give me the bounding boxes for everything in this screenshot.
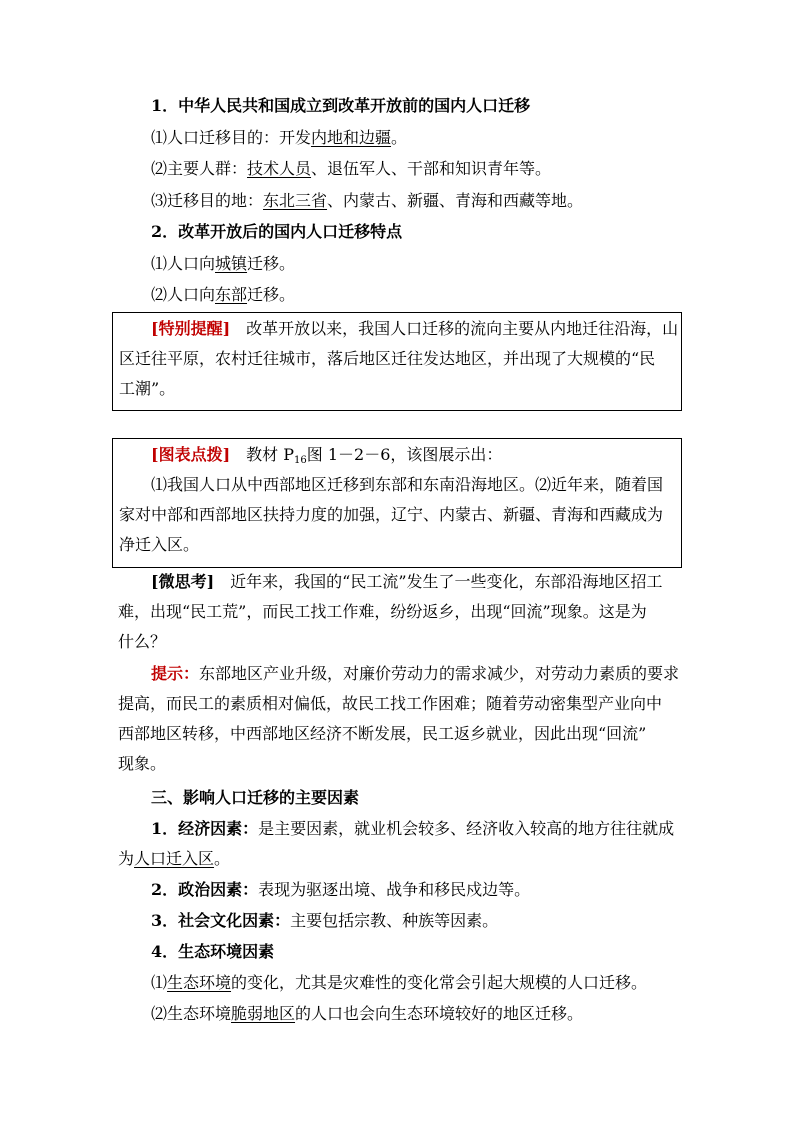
micro-think-line-2	[118, 602, 647, 622]
factor-label: 2．政治因素：	[151, 880, 259, 899]
chart-note-text: ⑴我国人口从中西部地区迁移到东部和东南沿海地区。⑵近年来，随着国	[151, 475, 664, 494]
chart-note-text: 净迁入区。	[119, 535, 200, 554]
reminder-text: 改革开放以来，我国人口迁移的流向主要从内地迁往沿海，山	[230, 319, 679, 338]
hint-text: 现象。	[118, 754, 167, 773]
factor-text: 。	[214, 849, 231, 868]
think-text: 近年来，我国的“民工流”发生了一些变化，东部沿海地区招工	[214, 572, 663, 591]
chart-note-label: [图表点拨]	[151, 445, 231, 464]
hint-line-1	[151, 664, 679, 684]
hint-text: 提高，而民工的素质相对偏低，故民工找工作困难；随着劳动密集型产业向中	[118, 694, 663, 713]
item-text: ⑴人口迁移目的：开发	[151, 128, 312, 147]
section-2-item-2	[151, 285, 295, 305]
item-text: ⑶迁移目的地：	[151, 191, 264, 210]
factor-text: ⑴	[151, 973, 168, 992]
answer-underline: 内地和边疆	[311, 128, 392, 147]
micro-think-line-1	[151, 572, 663, 592]
factor-text: 是主要因素，就业机会较多、经济收入较高的地方往往就成	[258, 819, 675, 838]
item-text: 迁移。	[247, 285, 296, 304]
item-text: 、退伍军人、干部和知识青年等。	[311, 159, 552, 178]
factor-text: 表现为驱逐出境、战争和移民戍边等。	[258, 880, 531, 899]
chart-note-line-4	[119, 535, 199, 555]
ecological-item-1	[151, 973, 647, 993]
factor-label: 1．经济因素：	[151, 819, 259, 838]
factor-political	[151, 880, 530, 900]
item-text: ⑵人口向	[151, 285, 216, 304]
factor-text: ⑵生态环境	[151, 1004, 232, 1023]
hint-line-3	[118, 724, 646, 744]
section-2-item-1	[151, 254, 295, 274]
answer-underline: 东部	[215, 285, 248, 304]
item-text: 、内蒙古、新疆、青海和西藏等地。	[327, 191, 584, 210]
answer-underline: 东北三省	[263, 191, 328, 210]
section-2-title-text: 2．改革开放后的国内人口迁移特点	[151, 222, 403, 241]
factor-economic-line-2	[118, 849, 230, 869]
section-1-item-2	[151, 159, 551, 179]
answer-underline: 脆弱地区	[231, 1004, 296, 1023]
page-subscript: 16	[294, 455, 307, 466]
answer-underline: 人口迁入区	[134, 849, 215, 868]
answer-underline: 生态环境	[167, 973, 232, 992]
factor-text: 的人口也会向生态环境较好的地区迁移。	[295, 1004, 584, 1023]
factor-social-cultural	[151, 911, 498, 931]
section-1-title	[151, 96, 530, 116]
think-text: 难，出现“民工荒”，而民工找工作难，纷纷返乡，出现“回流”现象。这是为	[118, 602, 647, 621]
reminder-text: 工潮”。	[119, 379, 176, 398]
hint-line-2	[118, 694, 662, 714]
micro-think-line-3	[118, 632, 166, 652]
factor-ecological	[151, 942, 274, 962]
special-reminder-line-1	[151, 319, 678, 339]
factor-text: 主要包括宗教、种族等因素。	[290, 911, 499, 930]
ecological-item-2	[151, 1004, 583, 1024]
item-text: ⑴人口向	[151, 254, 216, 273]
special-reminder-line-2	[119, 349, 655, 369]
answer-underline: 城镇	[215, 254, 248, 273]
hint-label: 提示：	[151, 664, 200, 683]
section-1-title-text: 1．中华人民共和国成立到改革开放前的国内人口迁移	[151, 96, 531, 115]
chart-note-box	[112, 438, 682, 568]
chart-note-line-3	[119, 505, 663, 525]
chart-note-line-1	[151, 445, 502, 465]
hint-line-4	[118, 754, 166, 774]
factor-text: 为	[118, 849, 135, 868]
section-1-item-1	[151, 128, 407, 148]
factor-label: 4．生态环境因素	[151, 942, 275, 961]
special-reminder-label: [特别提醒]	[151, 319, 231, 338]
factor-economic-line-1	[151, 819, 674, 839]
item-text: 迁移。	[247, 254, 296, 273]
answer-underline: 技术人员	[247, 159, 312, 178]
chart-note-text: 教材 P	[230, 445, 295, 464]
item-text: ⑵主要人群：	[151, 159, 248, 178]
chart-note-line-2	[151, 475, 663, 495]
micro-think-label: [微思考]	[151, 572, 215, 591]
special-reminder-line-3	[119, 379, 175, 399]
section-1-item-3	[151, 191, 583, 211]
chart-note-text: 图 1－2－6，该图展示出：	[306, 445, 503, 464]
item-text: 。	[391, 128, 408, 147]
hint-text: 东部地区产业升级，对廉价劳动力的需求减少，对劳动力素质的要求	[199, 664, 680, 683]
section-3-title	[151, 788, 359, 808]
factor-label: 3．社会文化因素：	[151, 911, 291, 930]
reminder-text: 区迁往平原，农村迁往城市，落后地区迁往发达地区，并出现了大规模的“民	[119, 349, 656, 368]
hint-text: 西部地区转移，中西部地区经济不断发展，民工返乡就业，因此出现“回流”	[118, 724, 647, 743]
chart-note-text: 家对中部和西部地区扶持力度的加强，辽宁、内蒙古、新疆、青海和西藏成为	[119, 505, 664, 524]
section-3-title-text: 三、影响人口迁移的主要因素	[151, 788, 360, 807]
factor-text: 的变化，尤其是灾难性的变化常会引起大规模的人口迁移。	[231, 973, 648, 992]
think-text: 什么？	[118, 632, 167, 651]
section-2-title	[151, 222, 402, 242]
special-reminder-box	[112, 312, 682, 411]
